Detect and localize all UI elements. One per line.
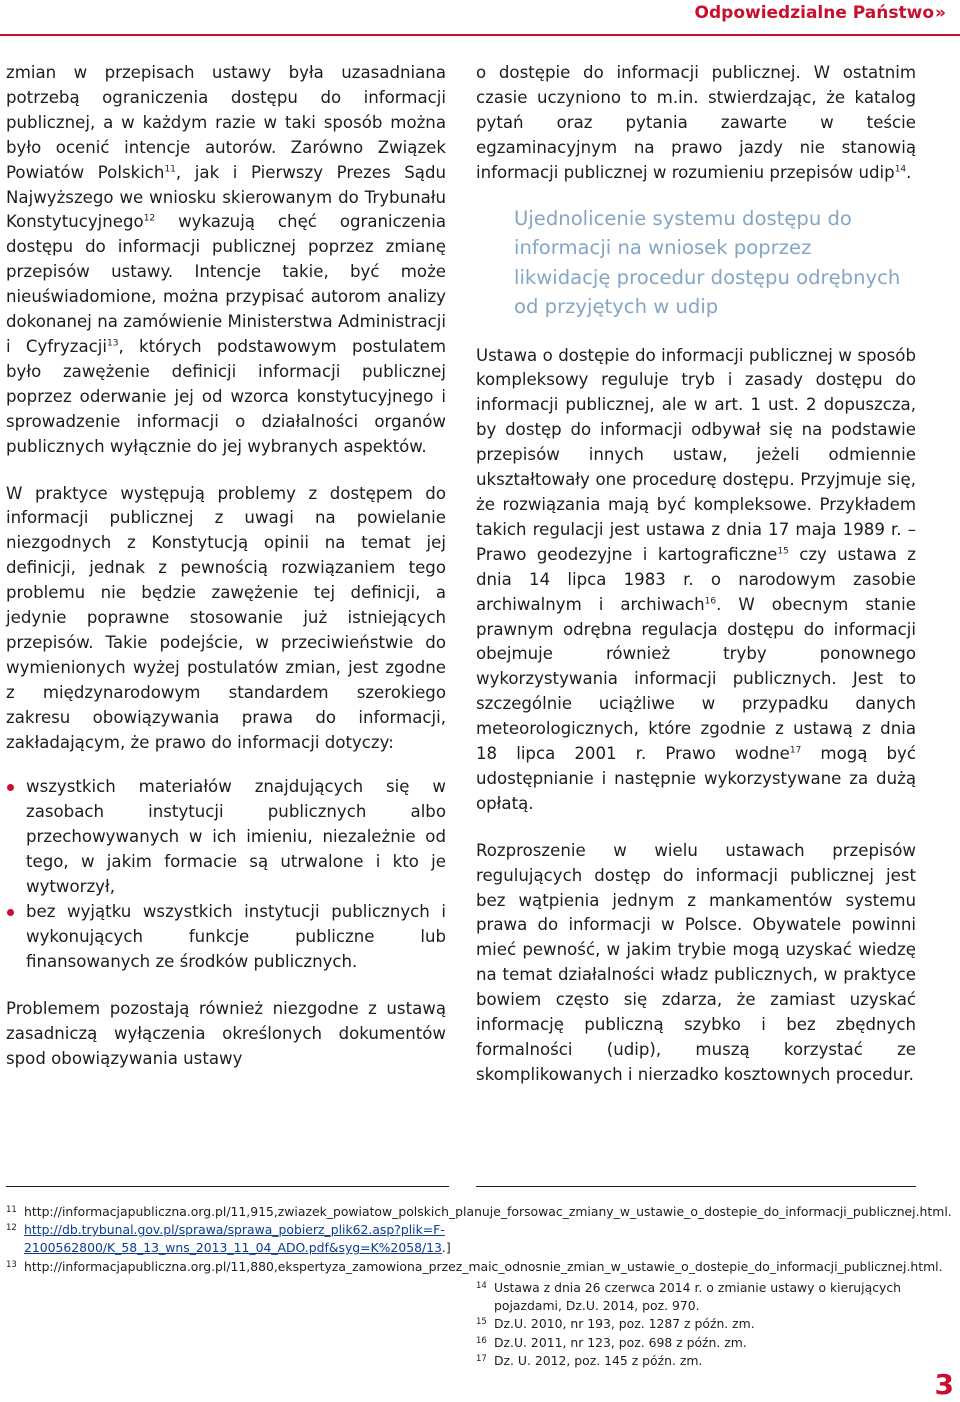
footnote-12: 12 http://db.trybunal.gov.pl/sprawa/sprawa_pobierz_plik62.asp?plik=F-2100562800/K_58_13_wns_2013_11_04_ADO.pdf&syg=K%2058/13.]: [6, 1222, 451, 1256]
page-number: 3: [934, 1368, 954, 1401]
footnote-17: 17 Dz. U. 2012, poz. 145 z późn. zm.: [476, 1352, 703, 1368]
list-item: wszystkich materiałów znajdujących się w zasobach instytucji publicznych albo przechowywanych w ich imieniu, niezależnie od tego, w jakim formacie są utrwalone i kto je wytworzył,: [6, 775, 446, 900]
running-header: [695, 0, 946, 26]
bullet-dot-icon: [7, 784, 14, 791]
footnotes-right: [476, 1279, 920, 1370]
footnote-ref-14[interactable]: 14: [894, 164, 907, 175]
footnote-rule-left: [6, 1186, 449, 1187]
footnote-13: 13 http://informacjapubliczna.org.pl/11,880,ekspertyza_zamowiona_przez_maic_odnosnie_zmian_w_ustawie_o_dostepie_do_informacji_publicznej.html.: [6, 1258, 943, 1274]
footnote-rule-right: [476, 1186, 916, 1187]
left-paragraph-3: Problemem pozostają również niezgodne z ustawą zasadniczą wyłączenia określonych dokumentów spod obowiązywania ustawy: [6, 998, 446, 1068]
footnote-14: 14 Ustawa z dnia 26 czerwca 2014 r. o zmianie ustawy o kierujących pojazdami, Dz.U. 2014, poz. 970.: [476, 1280, 902, 1314]
left-column: [6, 61, 446, 1071]
footnote-ref-13[interactable]: 13: [107, 338, 119, 349]
footnote-link[interactable]: http://db.trybunal.gov.pl/sprawa/sprawa_pobierz_plik62.asp?plik=F-2100562800/K_58_13_wns_2013_11_04_ADO.pdf&syg=K%2058/13: [24, 1222, 445, 1256]
left-paragraph-1: zmian w przepisach ustawy była uzasadniana potrzebą ograniczenia dostępu do informacji publicznej, a w każdym razie w taki sposób można było ocenić intencje autorów. Zarówno Związek Powiatów Polskich$^{11}$, jak i Pierwszy Prezes Sądu Najwyższego we wniosku skierowanym do Trybunału Konstytucyjnego$^{12}$ wykazują chęć ograniczenia dostępu do informacji publicznej poprzez zmianę przepisów ustawy. Intencje takie, być może nieuświadomione, można przypisać autorom analizy dokonanej na zamówienie Ministerstwa Administracji i Cyfryzacji$^{13}$, których podstawowym postulatem było zawężenie definicji informacji publicznej poprzez oderwanie jej od wzorca konstytucyjnego i sprowadzenie informacji o działalności organów publicznych wyłącznie do jej wybranych aspektów.: [6, 63, 446, 456]
right-paragraph-1: o dostępie do informacji publicznej. W ostatnim czasie uczyniono to m.in. stwierdzając, że katalog pytań oraz pytania zawarte w teście egzaminacyjnym na prawo jazdy nie stanowią informacji publicznej w rozumieniu przepisów udip$^{14}$.: [476, 63, 916, 182]
footnote-16: 16 Dz.U. 2011, nr 123, poz. 698 z późn. zm.: [476, 1334, 747, 1350]
footnotes-left: [6, 1203, 952, 1276]
list-item: bez wyjątku wszystkich instytucji publicznych i wykonujących funkcje publiczne lub finansowanych ze środków publicznych.: [6, 900, 446, 975]
footnote-ref-16[interactable]: 16: [704, 596, 717, 607]
footnote-ref-15[interactable]: 15: [777, 546, 789, 557]
bullet-list: [6, 775, 446, 974]
right-paragraph-3: Rozproszenie w wielu ustawach przepisów regulujących dostęp do informacji publicznej jest bez wątpienia jednym z mankamentów systemu prawa do informacji w Polsce. Obywatele powinni mieć pewność, w jakim trybie mogą uzyskać wiedzę na temat działalności władz publicznych, w praktyce bowiem często się zdarza, że zamiast uzyskać informację publiczną szybko i bez zbędnych formalności (udip), muszą korzystać ze skomplikowanych i nierzadko kosztownych procedur.: [476, 840, 916, 1084]
footnote-11: 11 http://informacjapubliczna.org.pl/11,915,zwiazek_powiatow_polskich_planuje_forsowac_zmiany_w_ustawie_o_dostepie_do_informacji_publicznej.html.: [6, 1204, 952, 1219]
section-title: Odpowiedzialne Państwo: [694, 3, 935, 23]
header-rule: [0, 34, 960, 36]
footnote-ref-17[interactable]: 17: [789, 745, 802, 756]
left-paragraph-2: W praktyce występują problemy z dostępem do informacji publicznej z uwagi na powielanie niezgodnych z Konstytucją opinii na temat jej definicji, jednak z pewnością rozwiązaniem tego problemu nie będzie zawężenie tej definicji, a jedynie poprawne stosowanie już istniejących przepisów. Takie podejście, w przeciwieństwie do wymienionych wyżej postulatów zmian, jest zgodne z międzynarodowym standardem szerokiego zakresu obowiązywania prawa do informacji, zakładającym, że prawo do informacji dotyczy:: [6, 483, 446, 752]
right-column: [476, 61, 916, 1088]
footnote-ref-12[interactable]: 12: [143, 213, 156, 224]
chevron-right-icon: »: [935, 3, 946, 23]
section-subheading: Ujednolicenie systemu dostępu do informacji na wniosek poprzez likwidację procedur dostępu odrębnych od przyjętych w udip: [514, 206, 901, 319]
footnote-ref-11[interactable]: 11: [164, 164, 176, 175]
right-paragraph-2: Ustawa o dostępie do informacji publicznej w sposób kompleksowy reguluje tryb i zasady dostępu do informacji publicznej, ale w art. 1 ust. 2 dopuszcza, by dostęp do informacji odbywał się na podstawie przepisów innych ustaw, jeżeli odmiennie ukształtowały one procedurę dostępu. Przyjmuje się, że rozwiązania mają być kompleksowe. Przykładem takich regulacji jest ustawa z dnia 17 maja 1989 r. – Prawo geodezyjne i kartograficzne$^{15}$ czy ustawa z dnia 14 lipca 1983 r. o narodowym zasobie archiwalnym i archiwach$^{16}$. W obecnym stanie prawnym odrębna regulacja dostępu do informacji obejmuje również tryby ponownego wykorzystywania informacji publicznych. Jest to szczególnie uciążliwe w przypadku danych meteorologicznych, które zgodnie z ustawą z dnia 18 lipca 2001 r. Prawo wodne$^{17}$ mogą być udostępnianie i następnie wykorzystywane za dużą opłatą.: [476, 345, 916, 813]
footnote-15: 15 Dz.U. 2010, nr 193, poz. 1287 z późn. zm.: [476, 1316, 755, 1332]
bullet-dot-icon: [7, 909, 14, 916]
